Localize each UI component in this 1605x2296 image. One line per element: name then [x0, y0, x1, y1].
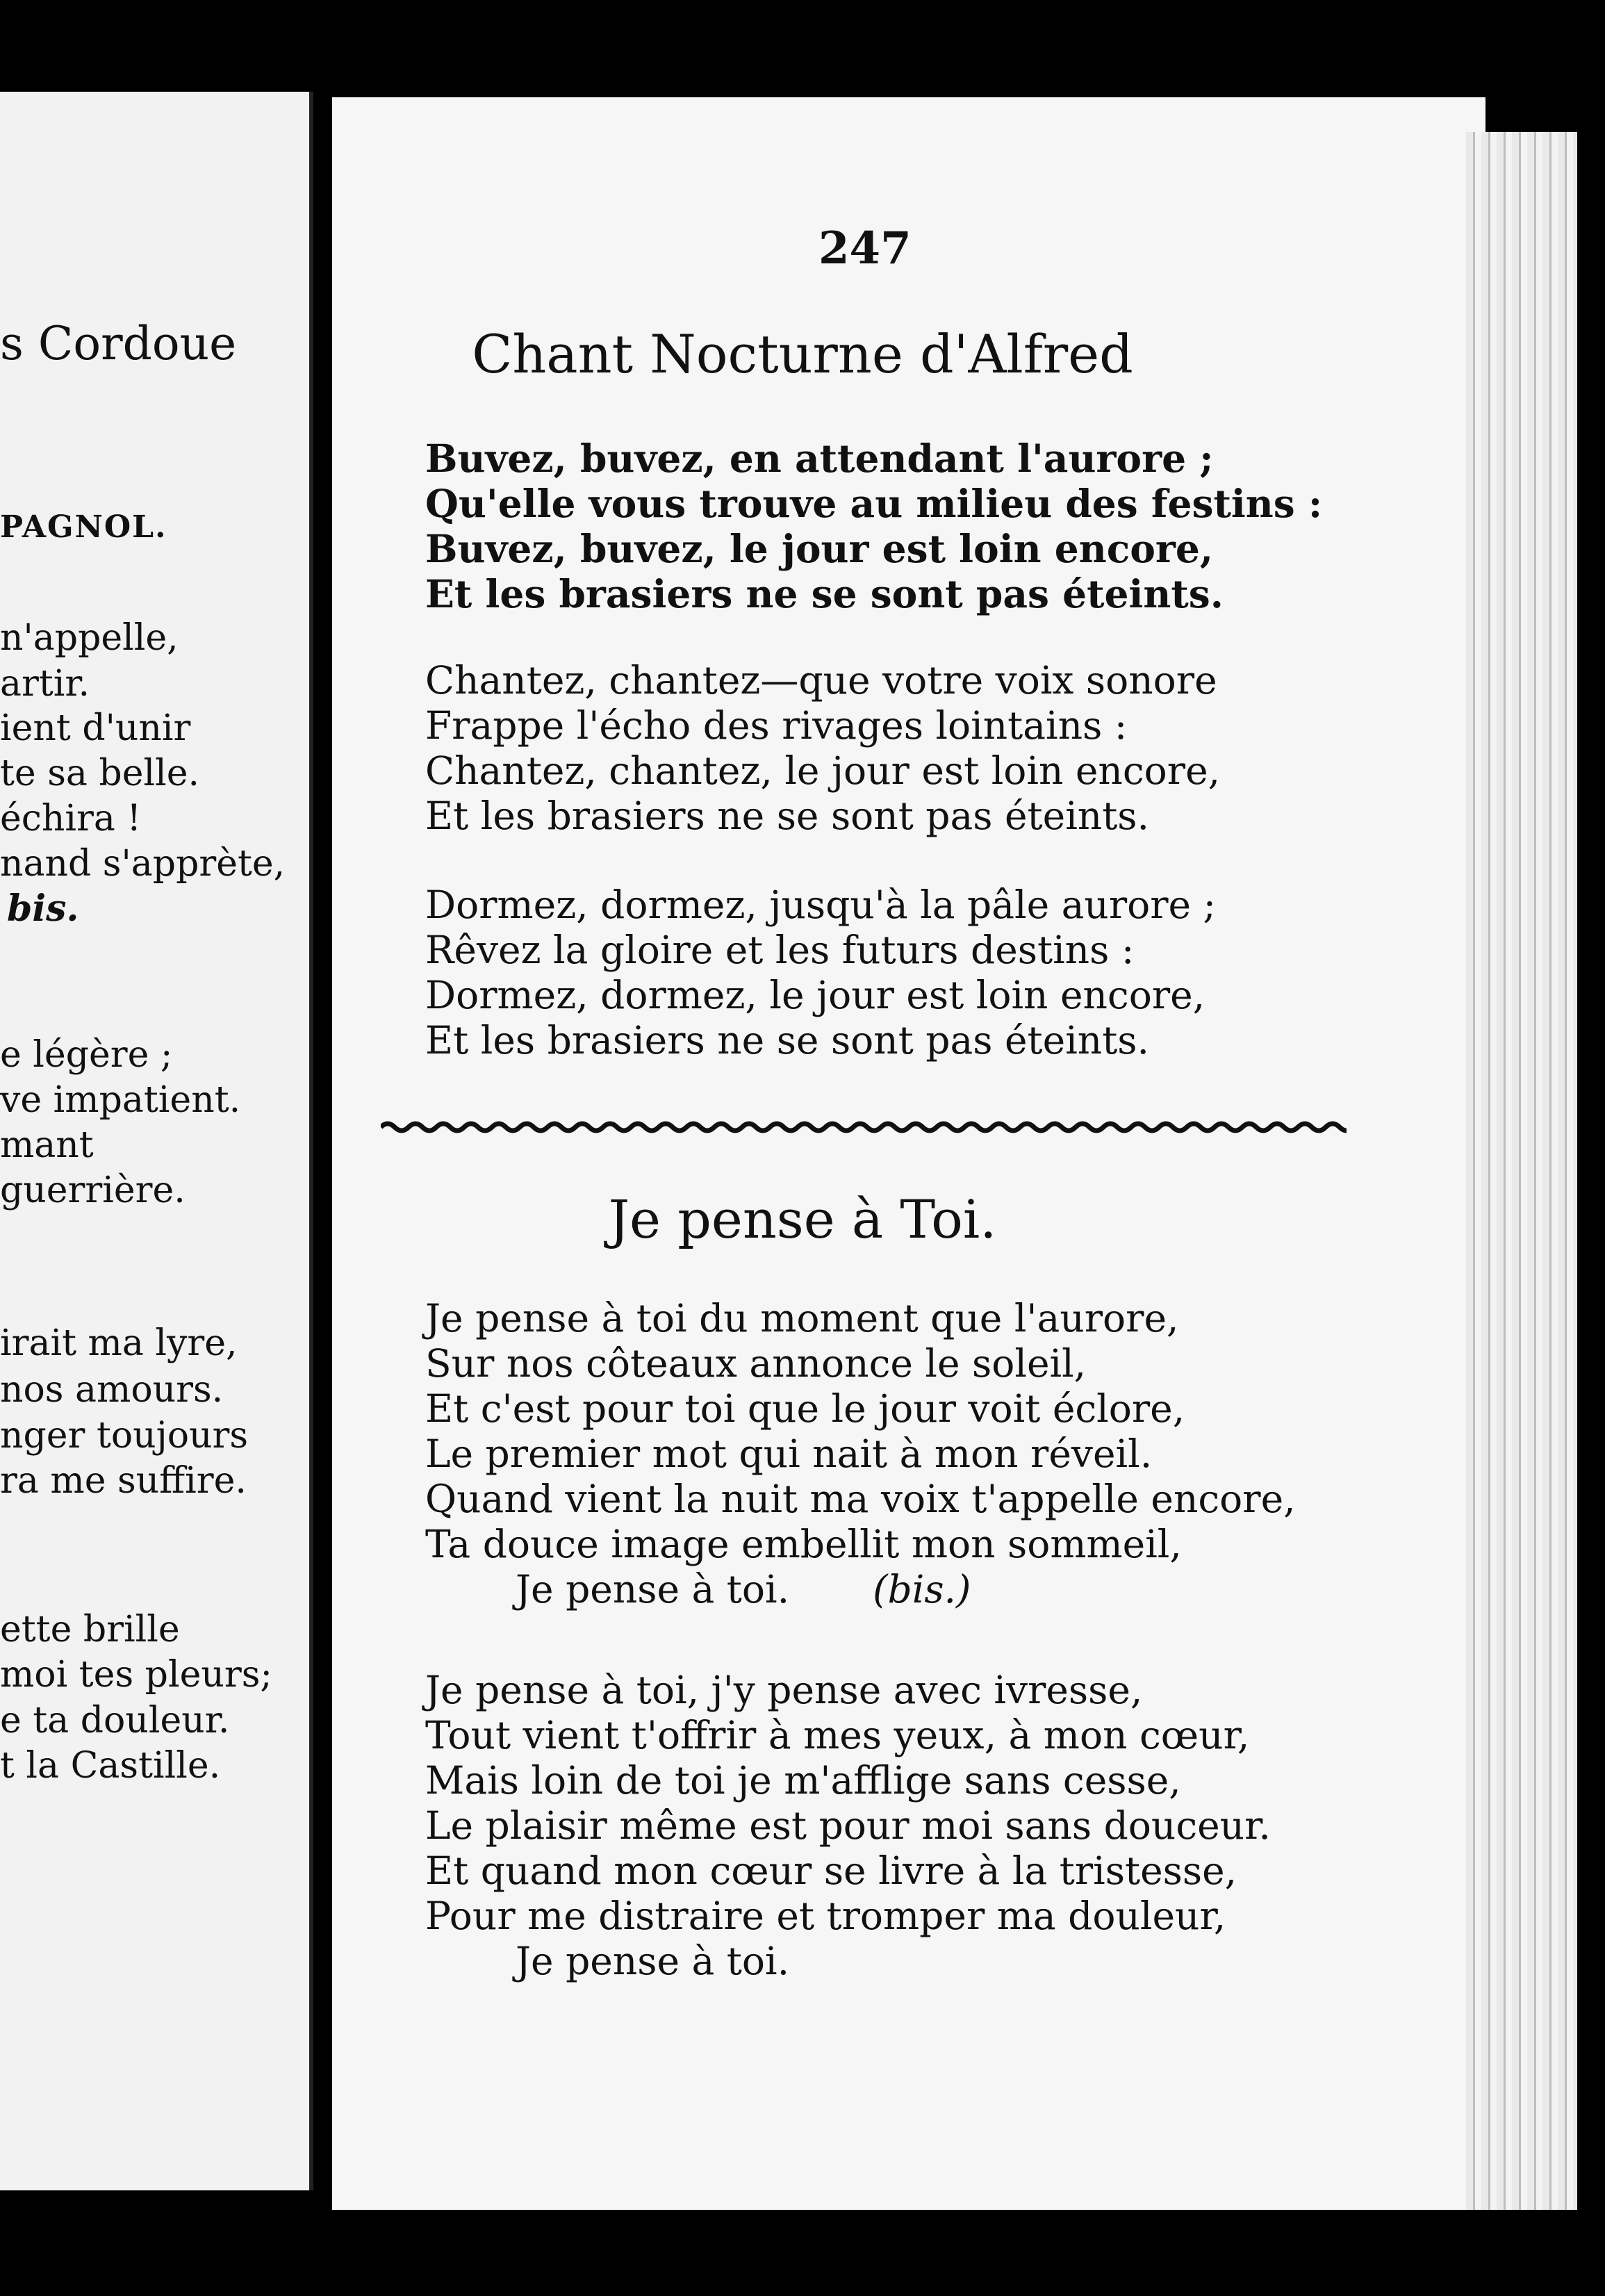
wavy-divider [381, 1119, 1347, 1135]
verse-line: Dormez, dormez, jusqu'à la pâle aurore ; [425, 883, 1217, 927]
left-line: s Cordoue [0, 317, 237, 370]
refrain-text: Je pense à toi. [516, 1567, 790, 1612]
left-line: bis. [7, 887, 79, 930]
left-line: échira ! [0, 798, 142, 839]
verse-line: Chantez, chantez, le jour est loin encore, [425, 748, 1221, 793]
page-number: 247 [818, 222, 912, 274]
left-line: PAGNOL. [0, 509, 167, 545]
left-line: t la Castille. [0, 1745, 221, 1787]
verse-line: Chantez, chantez—que votre voix sonore [425, 658, 1217, 703]
left-line: e légère ; [0, 1034, 173, 1076]
book-page [332, 97, 1485, 2210]
left-line: ve impatient. [0, 1079, 241, 1121]
verse-line: Frappe l'écho des rivages lointains : [425, 703, 1128, 748]
left-line: mant [0, 1124, 94, 1166]
verse-line: Quand vient la nuit ma voix t'appelle encore, [425, 1477, 1296, 1521]
left-line: ette brille [0, 1609, 180, 1650]
verse-line: Et les brasiers ne se sont pas éteints. [425, 794, 1150, 838]
left-line: irait ma lyre, [0, 1322, 238, 1364]
verse-line: Dormez, dormez, le jour est loin encore, [425, 973, 1205, 1017]
verse-line: Le plaisir même est pour moi sans douceur. [425, 1803, 1271, 1848]
verse-line: Et quand mon cœur se livre à la tristesse, [425, 1848, 1237, 1893]
verse-line: Le premier mot qui nait à mon réveil. [425, 1432, 1153, 1476]
verse-line: Ta douce image embellit mon sommeil, [425, 1522, 1182, 1566]
refrain-bis: (bis.) [873, 1567, 971, 1612]
refrain-line [516, 1567, 971, 1612]
refrain-line: Je pense à toi. [516, 1939, 790, 1983]
page-edges [1466, 132, 1577, 2210]
verse-line: Qu'elle vous trouve au milieu des festins : [425, 481, 1323, 526]
verse-line: Buvez, buvez, le jour est loin encore, [425, 526, 1213, 571]
left-line: guerrière. [0, 1170, 186, 1211]
verse-line: Mais loin de toi je m'afflige sans cesse, [425, 1758, 1181, 1803]
verse-line: Tout vient t'offrir à mes yeux, à mon cœur, [425, 1713, 1250, 1757]
verse-line: Je pense à toi, j'y pense avec ivresse, [425, 1668, 1143, 1712]
verse-line: Buvez, buvez, en attendant l'aurore ; [425, 436, 1214, 481]
left-line: ient d'unir [0, 707, 191, 749]
verse-line: Et les brasiers ne se sont pas éteints. [425, 571, 1224, 616]
left-page-fragment [0, 92, 313, 2190]
verse-line: Et les brasiers ne se sont pas éteints. [425, 1018, 1150, 1063]
left-line: nos amours. [0, 1369, 224, 1411]
left-line: n'appelle, [0, 617, 179, 659]
verse-line: Je pense à toi du moment que l'aurore, [425, 1296, 1179, 1340]
verse-line: Rêvez la gloire et les futurs destins : [425, 928, 1135, 972]
song-title: Chant Nocturne d'Alfred [472, 323, 1133, 385]
verse-line: Pour me distraire et tromper ma douleur, [425, 1894, 1226, 1938]
verse-line: Et c'est pour toi que le jour voit éclore, [425, 1386, 1185, 1431]
left-line: te sa belle. [0, 753, 200, 794]
left-line: artir. [0, 663, 90, 705]
left-line: e ta douleur. [0, 1700, 230, 1741]
left-line: ra me suffire. [0, 1460, 247, 1502]
verse-line: Sur nos côteaux annonce le soleil, [425, 1341, 1087, 1386]
left-line: nand s'apprète, [0, 843, 286, 885]
left-line: moi tes pleurs; [0, 1654, 272, 1696]
left-line: nger toujours [0, 1415, 249, 1457]
song-title: Je pense à Toi. [608, 1188, 997, 1250]
